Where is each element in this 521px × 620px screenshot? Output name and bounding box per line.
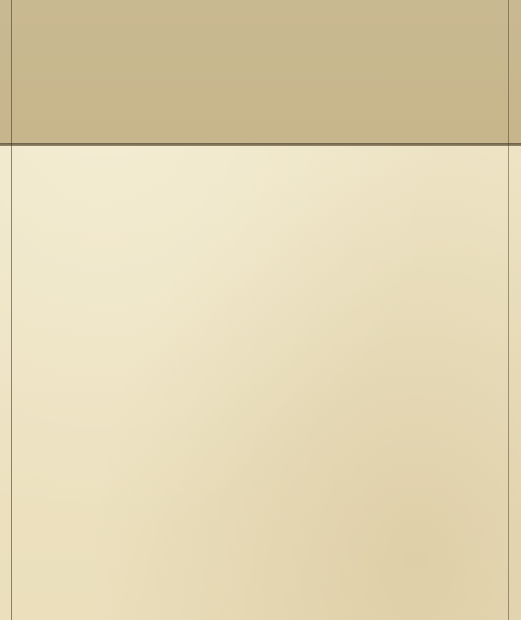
column-rule-right: [508, 0, 509, 620]
previous-article-block: [0, 0, 521, 143]
article-divider: [0, 143, 521, 146]
column-rule-left: [11, 0, 12, 620]
